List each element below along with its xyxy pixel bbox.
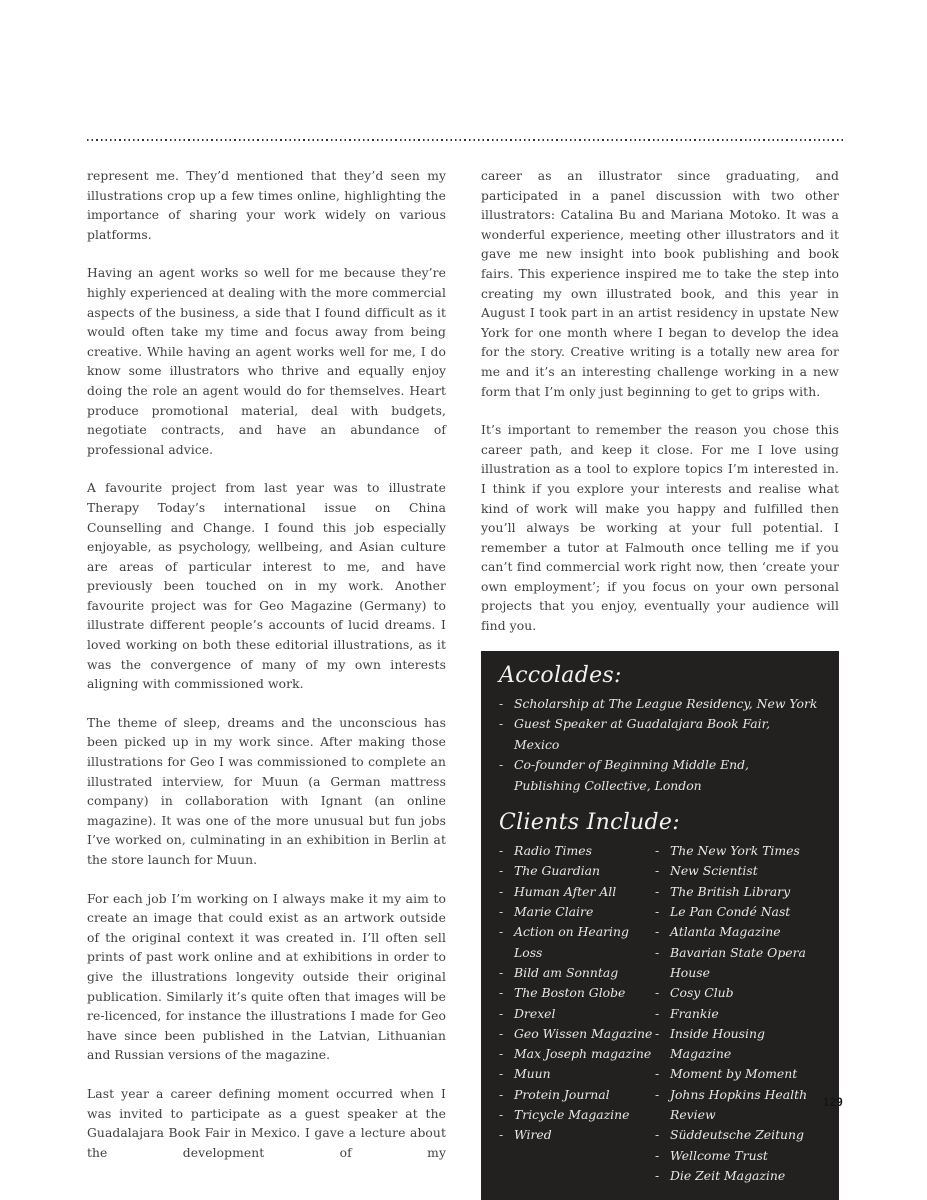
clients-column-2 [655,841,819,1186]
accolade-item [499,714,819,755]
bullet-dash: - [499,716,504,732]
bullet-dash: - [655,924,660,940]
bullet-dash: - [655,863,660,879]
client-item [655,1125,819,1145]
client-name: Radio Times [514,843,592,859]
client-item [499,882,655,902]
clients-title: Clients Include: [499,810,680,836]
client-item [655,902,819,922]
client-name: Tricycle Magazine [514,1107,630,1123]
client-name: Action on Hearing Loss [514,924,629,960]
client-name: Johns Hopkins Health Review [670,1086,808,1123]
article-left-column [87,167,446,1200]
bullet-dash: - [499,964,504,980]
client-name: Drexel [514,1005,556,1021]
client-item [499,1064,655,1084]
client-name: Die Zeit Magazine [670,1167,786,1183]
bullet-dash: - [655,843,660,859]
client-item [499,1105,655,1125]
accolades-title: Accolades: [499,662,622,688]
client-item [655,1085,819,1126]
bullet-dash: - [655,944,660,960]
bullet-dash: - [499,985,504,1001]
bullet-dash: - [499,1127,504,1143]
bullet-dash: - [655,1167,660,1183]
client-name: Süddeutsche Zeitung [670,1127,804,1143]
client-item [499,1125,655,1145]
clients-column-1 [499,841,655,1186]
bullet-dash: - [655,985,660,1001]
bullet-dash: - [655,1127,660,1143]
bullet-dash: - [499,1025,504,1041]
bullet-dash: - [655,1066,660,1082]
bullet-dash: - [499,924,504,940]
client-item [655,861,819,881]
client-item [655,922,819,942]
client-name: Protein Journal [514,1086,610,1102]
bullet-dash: - [499,904,504,920]
client-name: Cosy Club [670,985,734,1001]
client-item [499,1004,655,1024]
article-paragraph: It’s important to remember the reason you chose this career path, and keep it close. For me I love using illustration as a tool to explore topics I’m interested in. I think if you explore your interests and realise what kind of work will make you happy and fulfilled then you’ll always be working at your full potential. I remember a tutor at Falmouth once telling me if you can’t find commercial work right now, then ‘create your own employment’; if you focus on your own personal projects that you enjoy, eventually your audience will find you. [481,423,839,634]
article-paragraph: Having an agent works so well for me because they’re highly experienced at dealing with the more commercial aspects of the business, a side that I found difficult as it would often take my time and focus away from being creative. While having an agent works well for me, I do know some illustrators who thrive and equally enjoy doing the role an agent would do for themselves. Heart produce promotional material, deal with budgets, negotiate contracts, and have an abundance of professional advice. [87,266,446,457]
client-item [499,922,655,963]
bullet-dash: - [499,863,504,879]
client-item [499,963,655,983]
article-right-column [481,167,839,1200]
client-item [655,943,819,984]
accolade-item [499,694,819,715]
client-name: Bavarian State Opera House [670,944,806,980]
bullet-dash: - [655,1086,660,1102]
client-name: New Scientist [670,863,758,879]
client-name: The New York Times [670,843,800,859]
bullet-dash: - [499,883,504,899]
bullet-dash: - [499,843,504,859]
bullet-dash: - [499,695,504,711]
article-body [87,167,839,1200]
client-item [499,841,655,861]
client-name: The Guardian [514,863,600,879]
article-paragraph: For each job I’m working on I always make it my aim to create an image that could exist as an artwork outside of the original context it was created in. I’ll often sell prints of past work online and at exhibitions in order to give the illustrations longevity outside their original publication. Similarly it’s quite often that images will be re-licenced, for instance the illustrations I made for Geo have since been published in the Latvian, Lithuanian and Russian versions of the magazine. [87,891,446,1063]
client-name: Moment by Moment [670,1066,798,1082]
bullet-dash: - [499,1086,504,1102]
client-item [655,882,819,902]
accolade-text: Guest Speaker at Guadalajara Book Fair, Mexico [514,716,771,752]
client-item [655,1024,819,1065]
client-item [499,1044,655,1064]
page-number: 129 [822,1097,843,1109]
client-name: Muun [514,1066,551,1082]
client-item [499,861,655,881]
client-name: Bild am Sonntag [514,964,619,980]
accolades-list [499,694,819,797]
client-name: Inside Housing Magazine [670,1025,765,1062]
credits-panel [481,651,839,1200]
article-paragraph: Last year a career defining moment occurred when I was invited to participate as a guest speaker at the Guadalajara Book Fair in Mexico. I gave a lecture about the development of my [87,1086,446,1160]
client-name: Human After All [514,883,617,899]
bullet-dash: - [655,904,660,920]
bullet-dash: - [499,1005,504,1021]
client-item [655,841,819,861]
bullet-dash: - [499,1107,504,1123]
bullet-spacer [499,776,514,797]
bullet-dash: - [499,1066,504,1082]
client-item [499,983,655,1003]
client-name: The British Library [670,883,791,899]
accolade-text: Publishing Collective, London [514,777,702,793]
article-paragraph: represent me. They’d mentioned that they’d seen my illustrations crop up a few times online, highlighting the importance of sharing your work widely on various platforms. [87,169,446,242]
accolade-item [499,755,819,776]
bullet-dash: - [499,757,504,773]
accolade-item-continuation [499,776,819,797]
bullet-dash: - [655,1025,660,1041]
client-name: Geo Wissen Magazine [514,1025,653,1041]
client-item [655,1146,819,1166]
client-item [499,902,655,922]
client-item [499,1024,655,1044]
bullet-dash: - [655,1147,660,1163]
article-paragraph: A favourite project from last year was to illustrate Therapy Today’s international issue on China Counselling and Change. I found this job especially enjoyable, as psychology, wellbeing, and Asian culture are areas of particular interest to me, and have previously been touched on in my work. Another favourite project was for Geo Magazine (Germany) to illustrate different people’s accounts of lucid dreams. I loved working on both these editorial illustrations, as it was the convergence of many of my own interests aligning with commissioned work. [87,481,446,692]
bullet-dash: - [655,1005,660,1021]
client-item [499,1085,655,1105]
article-paragraph: career as an illustrator since graduating, and participated in a panel discussion with two other illustrators: Catalina Bu and Mariana Motoko. It was a wonderful experience, meeting other illustrators and it gave me new insight into book publishing and book fairs. This experience inspired me to take the step into creating my own illustrated book, and this year in August I took part in an artist residency in upstate New York for one month where I began to develop the idea for the story. Creative writing is a totally new area for me and it’s an interesting challenge working in a new form that I’m only just beginning to get to grips with. [481,169,839,399]
clients-list [499,841,819,1186]
client-item [655,1004,819,1024]
bullet-dash: - [499,1046,504,1062]
client-name: Marie Claire [514,904,594,920]
client-item [655,983,819,1003]
client-name: Wellcome Trust [670,1147,768,1163]
client-name: Max Joseph magazine [514,1046,652,1062]
accolade-text: Scholarship at The League Residency, New York [514,695,818,711]
client-name: Wired [514,1127,552,1143]
client-name: The Boston Globe [514,985,626,1001]
client-item [655,1064,819,1084]
accolade-text: Co-founder of Beginning Middle End, [514,757,749,773]
client-name: Le Pan Condé Nast [670,904,791,920]
dotted-divider [87,139,844,141]
client-name: Frankie [670,1005,719,1021]
client-item [655,1166,819,1186]
article-paragraph: The theme of sleep, dreams and the unconscious has been picked up in my work since. After making those illustrations for Geo I was commissioned to complete an illustrated interview, for Muun (a German mattress company) in collaboration with Ignant (an online magazine). It was one of the more unusual but fun jobs I’ve worked on, culminating in an exhibition in Berlin at the store launch for Muun. [87,715,446,867]
bullet-dash: - [655,883,660,899]
client-name: Atlanta Magazine [670,924,781,940]
